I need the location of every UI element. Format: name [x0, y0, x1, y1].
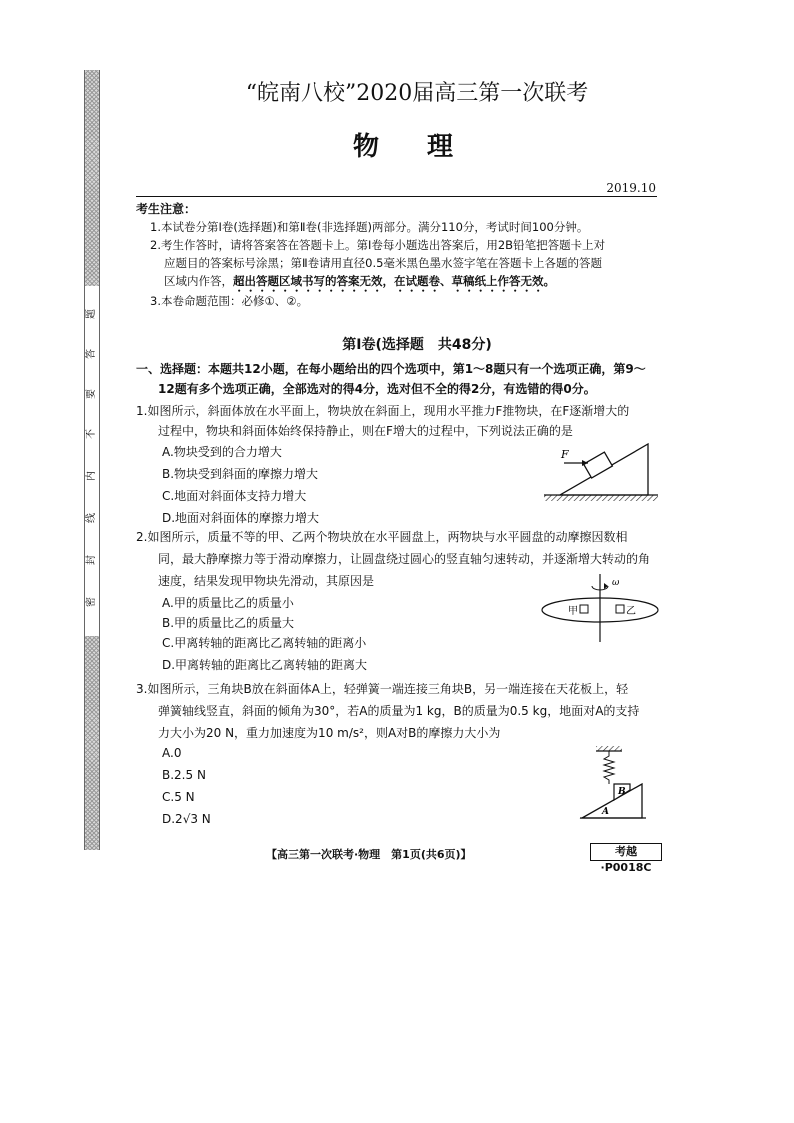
omega-label: ω: [612, 578, 620, 588]
subject-title: 物理: [352, 132, 501, 162]
q1-stem-a: 1.如图所示，斜面体放在水平面上，物块放在斜面上，现用水平推力F推物块，在F逐渐增大的: [136, 404, 630, 418]
q3-stem-c: 力大小为20 N，重力加速度为10 m/s²，则A对B的摩擦力大小为: [158, 726, 501, 740]
label-b: B: [618, 787, 626, 797]
force-label: F: [561, 448, 569, 461]
section-title: 第Ⅰ卷(选择题 共48分): [342, 337, 492, 353]
q1-option-b: B.物块受到斜面的摩擦力增大: [162, 467, 319, 481]
seal-char: 线: [86, 513, 97, 523]
label-a: A: [602, 807, 609, 817]
q2-option-b: B.甲的质量比乙的质量大: [162, 616, 295, 630]
q2-turntable-figure: [538, 572, 662, 644]
ceiling-hatch: [596, 746, 622, 751]
q1-stem-b: 过程中，物块和斜面体始终保持静止，则在F增大的过程中，下列说法正确的是: [158, 424, 573, 438]
wedge-a: [582, 784, 642, 818]
seal-char: 题: [86, 309, 97, 319]
exam-code: 考越·P0018C: [590, 843, 662, 861]
q3-stem-b: 弹簧轴线竖直，斜面的倾角为30°，若A的质量为1 kg，B的质量为0.5 kg，地面对A的支持: [158, 704, 640, 718]
section-instruction-b: 12题有多个选项正确，全部选对的得4分，选对但不全的得2分，有选错的得0分。: [158, 382, 596, 396]
q1-option-a: A.物块受到的合力增大: [162, 445, 282, 459]
notice-item-2c-plain: 区域内作答，: [164, 274, 233, 288]
notice-item-2a: 2.考生作答时，请将答案答在答题卡上。第Ⅰ卷每小题选出答案后，用2B铅笔把答题卡上对: [150, 238, 606, 252]
page-footer: 【高三第一次联考·物理 第1页(共6页)】: [266, 848, 472, 861]
q2-option-c: C.甲离转轴的距离比乙离转轴的距离小: [162, 636, 367, 650]
q2-stem-b: 同，最大静摩擦力等于滑动摩擦力，让圆盘绕过圆心的竖直轴匀速转动，并逐渐增大转动的角: [158, 552, 651, 566]
block-jia-label: 甲: [568, 606, 578, 617]
exam-title: “皖南八校”2020届高三第一次联考: [245, 81, 589, 106]
q3-option-b: B.2.5 N: [162, 768, 206, 782]
q3-option-d: D.2√3 N: [162, 812, 211, 826]
seal-char: 答: [86, 349, 97, 359]
seal-char: 内: [86, 471, 97, 481]
seal-char: 密: [86, 597, 97, 607]
notice-item-2c-emphasis: 超出答题区域书写的答案无效，在试题卷、草稿纸上作答无效。: [233, 274, 555, 288]
section-instruction-a: 一、选择题：本题共12小题，在每小题给出的四个选项中，第1～8题只有一个选项正确，第9～: [136, 362, 646, 376]
spring: [604, 751, 614, 784]
q2-stem-a: 2.如图所示，质量不等的甲、乙两个物块放在水平圆盘上，两物块与水平圆盘的动摩擦因数相: [136, 530, 628, 544]
notice-item-1: 1.本试卷分第Ⅰ卷(选择题)和第Ⅱ卷(非选择题)两部分。满分110分，考试时间100分钟。: [150, 220, 589, 234]
seal-char: 要: [86, 389, 97, 399]
q1-option-d: D.地面对斜面体的摩擦力增大: [162, 511, 320, 525]
q3-option-a: A.0: [162, 746, 182, 760]
ground-hatch: [544, 495, 658, 501]
q1-option-c: C.地面对斜面体支持力增大: [162, 489, 307, 503]
notice-item-2b: 应题目的答案标号涂黑；第Ⅱ卷请用直径0.5毫米黑色墨水签字笔在答题卡上各题的答题: [164, 256, 602, 270]
q2-option-a: A.甲的质量比乙的质量小: [162, 596, 294, 610]
q3-stem-a: 3.如图所示，三角块B放在斜面体A上，轻弹簧一端连接三角块B，另一端连接在天花板上，轻: [136, 682, 629, 696]
seal-char: 封: [86, 555, 97, 565]
q1-incline-figure: [544, 440, 660, 508]
q3-option-c: C.5 N: [162, 790, 195, 804]
q2-stem-c: 速度，结果发现甲物块先滑动，其原因是: [158, 574, 375, 588]
notice-title: 考生注意：: [136, 202, 197, 216]
notice-item-3: 3.本卷命题范围：必修①、②。: [150, 294, 309, 308]
header-rule: [136, 196, 657, 197]
seal-char: 不: [86, 429, 97, 439]
exam-date: 2019.10: [606, 181, 656, 195]
q3-spring-figure: [570, 744, 652, 824]
block-yi-label: 乙: [626, 606, 636, 617]
q2-option-d: D.甲离转轴的距离比乙离转轴的距离大: [162, 658, 368, 672]
block: [584, 452, 613, 478]
